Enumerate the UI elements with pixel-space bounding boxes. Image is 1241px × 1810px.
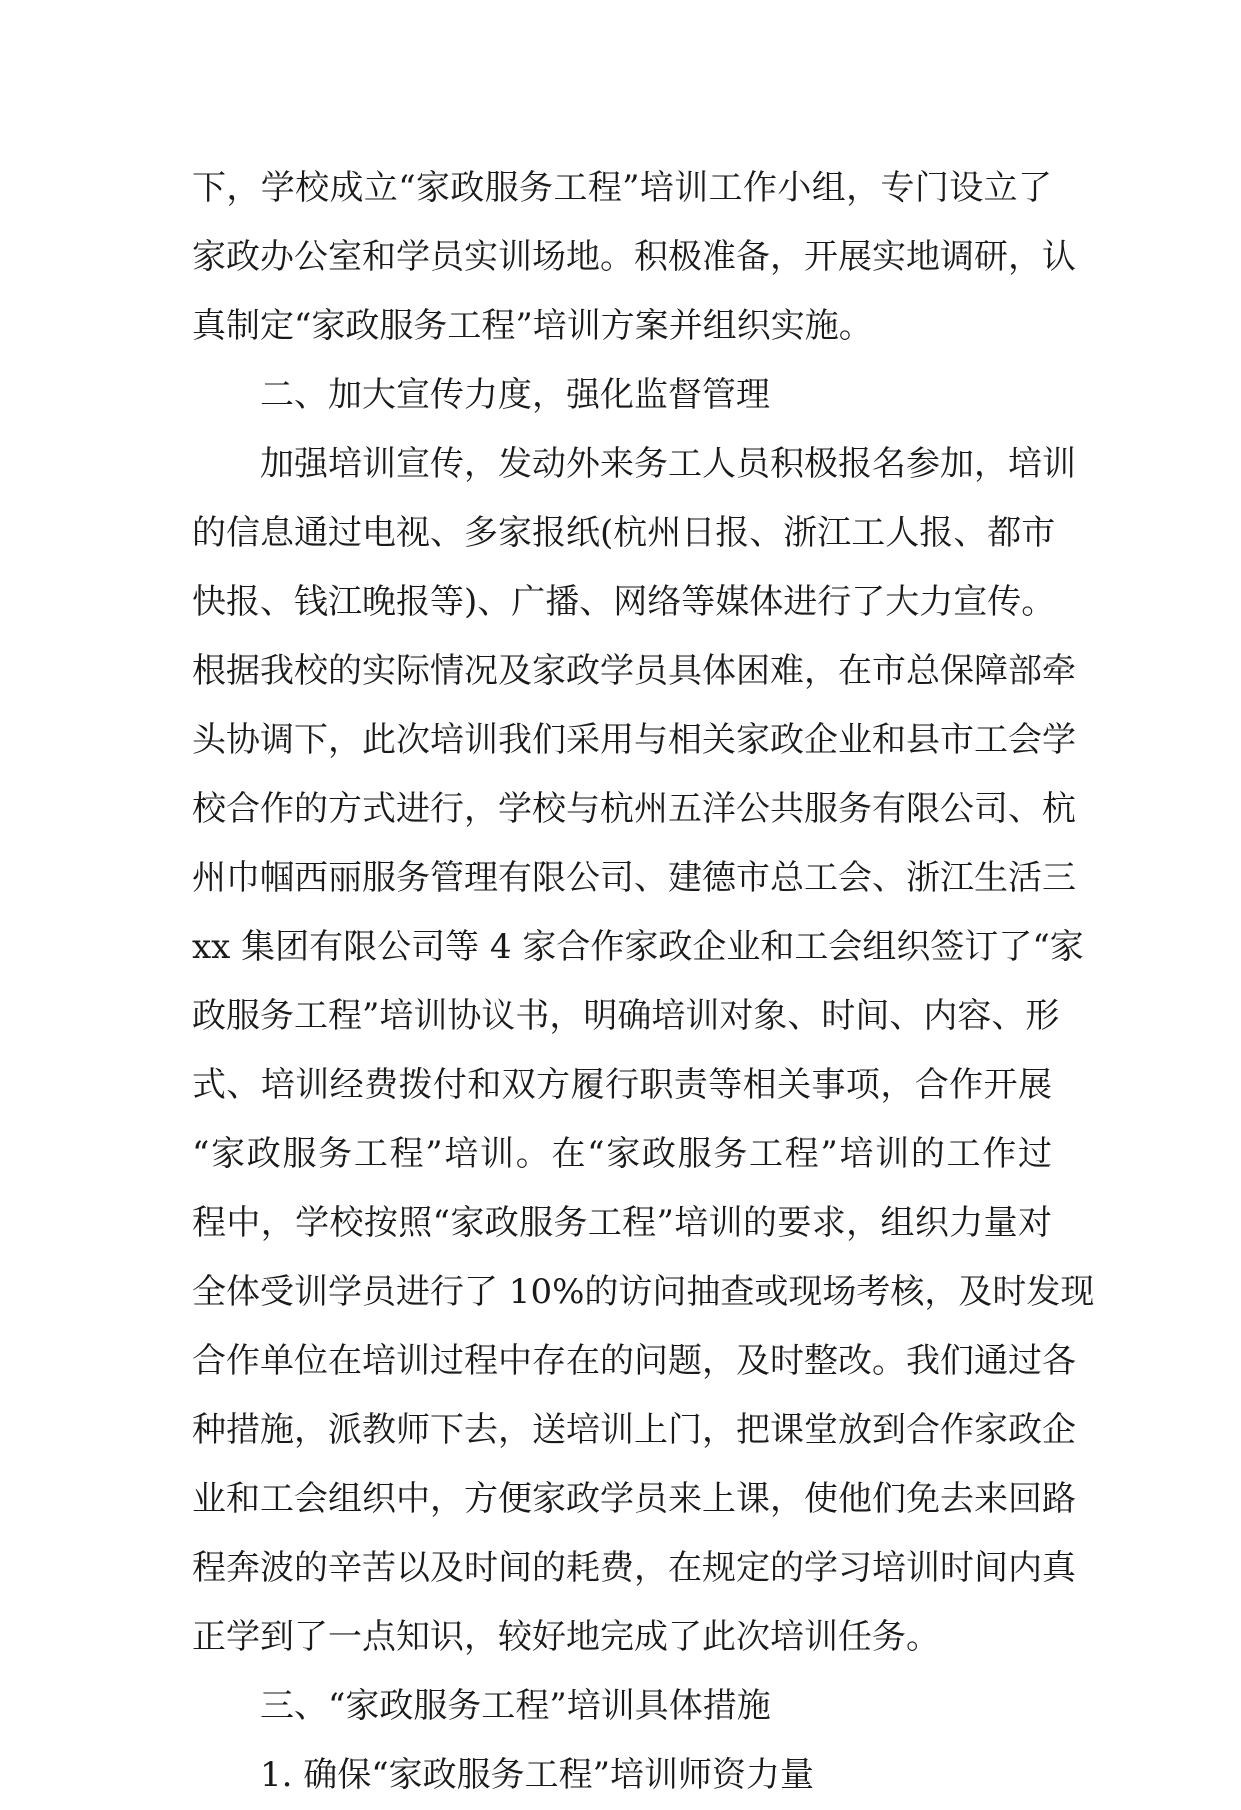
body-line-6: 的信息通过电视、多家报纸(杭州日报、浙江工人报、都市 bbox=[192, 513, 1056, 553]
body-line-13: 政服务工程”培训协议书，明确培训对象、时间、内容、形 bbox=[192, 996, 1060, 1036]
body-line-17: 全体受训学员进行了 10%的访问抽查或现场考核，及时发现 bbox=[192, 1272, 1095, 1312]
body-line-20: 业和工会组织中，方便家政学员来上课，使他们免去来回路 bbox=[192, 1479, 1076, 1519]
body-line-19: 种措施，派教师下去，送培训上门，把课堂放到合作家政企 bbox=[192, 1410, 1076, 1450]
section-heading-2: 二、加大宣传力度，强化监督管理 bbox=[260, 375, 770, 415]
body-line-12: xx 集团有限公司等 4 家合作家政企业和工会组织签订了“家 bbox=[192, 927, 1084, 967]
section-heading-3: 三、“家政服务工程”培训具体措施 bbox=[260, 1686, 771, 1726]
body-line-16: 程中，学校按照“家政服务工程”培训的要求，组织力量对 bbox=[192, 1203, 1052, 1243]
subsection-heading-1: 1. 确保“家政服务工程”培训师资力量 bbox=[260, 1755, 815, 1795]
body-line-22: 正学到了一点知识，较好地完成了此次培训任务。 bbox=[192, 1617, 940, 1657]
body-line-10: 校合作的方式进行，学校与杭州五洋公共服务有限公司、杭 bbox=[192, 789, 1076, 829]
body-line-9: 头协调下，此次培训我们采用与相关家政企业和县市工会学 bbox=[192, 720, 1076, 760]
body-line-3: 真制定“家政服务工程”培训方案并组织实施。 bbox=[192, 306, 873, 346]
body-line-2: 家政办公室和学员实训场地。积极准备，开展实地调研，认 bbox=[192, 237, 1076, 277]
document-body bbox=[192, 154, 1095, 1810]
body-line-21: 程奔波的辛苦以及时间的耗费，在规定的学习培训时间内真 bbox=[192, 1548, 1076, 1588]
body-line-15: “家政服务工程”培训。在“家政服务工程”培训的工作过 bbox=[192, 1134, 1052, 1174]
body-line-1: 下，学校成立“家政服务工程”培训工作小组，专门设立了 bbox=[192, 168, 1052, 208]
paragraph-first-line: 加强培训宣传，发动外来务工人员积极报名参加，培训 bbox=[260, 444, 1076, 484]
body-line-18: 合作单位在培训过程中存在的问题，及时整改。我们通过各 bbox=[192, 1341, 1076, 1381]
body-line-8: 根据我校的实际情况及家政学员具体困难，在市总保障部牵 bbox=[192, 651, 1076, 691]
body-line-14: 式、培训经费拨付和双方履行职责等相关事项，合作开展 bbox=[192, 1065, 1052, 1105]
body-line-7: 快报、钱江晚报等)、广播、网络等媒体进行了大力宣传。 bbox=[192, 582, 1056, 622]
body-line-11: 州巾帼西丽服务管理有限公司、建德市总工会、浙江生活三 bbox=[192, 858, 1076, 898]
